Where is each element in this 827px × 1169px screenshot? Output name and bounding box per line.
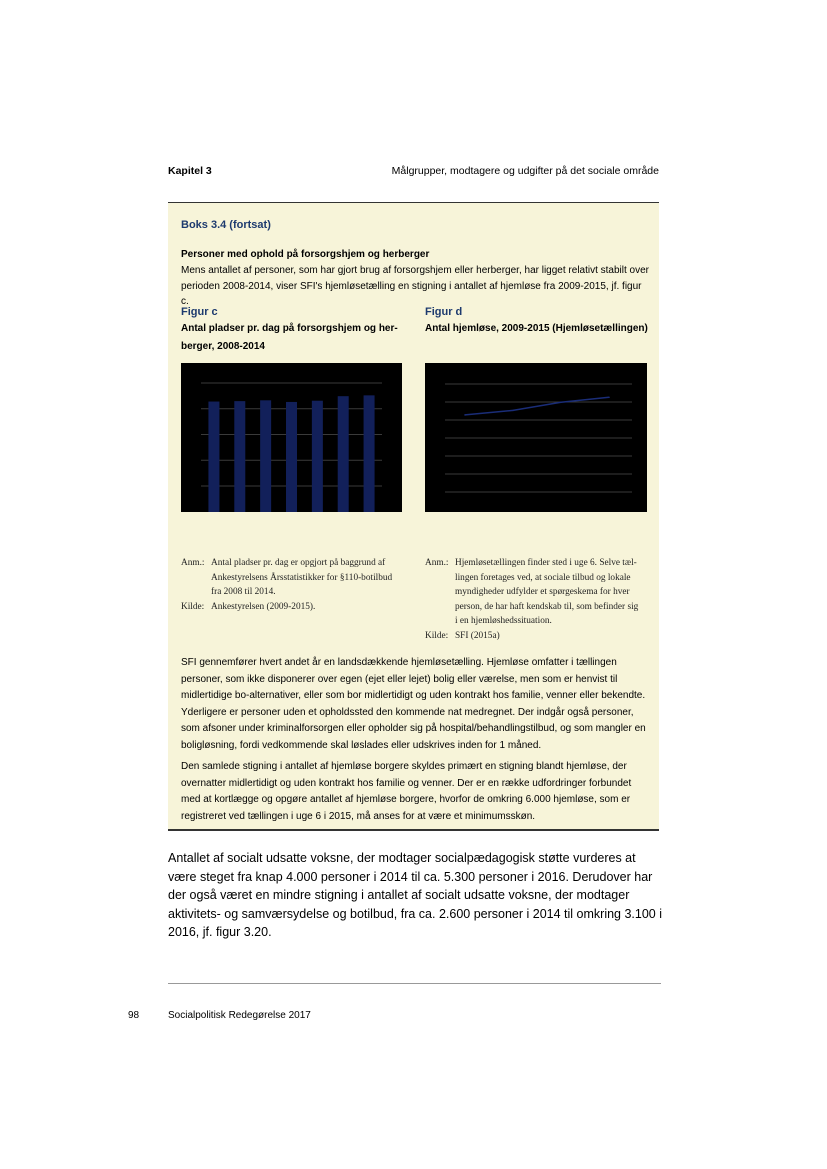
figure-d-line-chart <box>425 363 647 512</box>
box-bottom-divider <box>168 829 659 831</box>
note-key: Anm.: <box>425 558 449 568</box>
chapter-label: Kapitel 3 <box>168 165 212 177</box>
bar-2008 <box>208 402 219 512</box>
source-text: Ankestyrelsen (2009-2015). <box>211 601 316 612</box>
note-key: Anm.: <box>181 558 205 568</box>
footer-publication: Socialpolitisk Redegørelse 2017 <box>168 1010 311 1021</box>
figure-c-title-line: berger, 2008-2014 <box>181 340 265 352</box>
figure-d-label: Figur d <box>425 306 463 318</box>
bar-2012 <box>312 401 323 512</box>
point-2015 <box>608 396 610 398</box>
source-key: Kilde: <box>181 601 205 612</box>
bar-2014 <box>364 395 375 512</box>
figure-c-note <box>181 556 413 600</box>
section-title: Målgrupper, modtagere og udgifter på det sociale område <box>391 165 659 177</box>
bar-2011 <box>286 402 297 512</box>
note-text <box>455 556 638 629</box>
series-line <box>465 397 609 415</box>
main-paragraph: Antallet af socialt udsatte voksne, der modtager socialpædagogisk støtte vurderes at være steget fra knap 4.000 personer i 2014 til ca. 5.300 personer i 2016. Derudover har der også været en mindre stigning i antallet af socialt udsatte voksne, der modtager aktivitets- og samværsydelse og botilbud, fra ca. 2.600 personer i 2014 til omkring 3.100 i 2016, jf. figur 3.20. <box>168 851 663 939</box>
figure-c-notes <box>181 556 413 614</box>
box-paragraph-2: Den samlede stigning i antallet af hjemløse borgere skyldes primært en stigning blandt hjemløse, der overnatter midlertidigt og uden kontrakt hos familie og venner. Der er en række udfordringer forbundet med at kortlægge og opgøre antallet af hjemløse borgere, hvorfor de omkring 6.000 hjemløse, som er registreret ved tællingen i uge 6 i 2015, må anses for at være et minimumsskøn. <box>181 761 632 822</box>
bar-2010 <box>260 400 271 512</box>
point-2011 <box>512 410 514 412</box>
figure-d-source <box>425 629 657 644</box>
note-line: Hjemløsetællingen finder sted i uge 6. Selve tæl- <box>455 558 637 568</box>
figure-c-label: Figur c <box>181 306 218 318</box>
box-intro-paragraph: Mens antallet af personer, som har gjort brug af forsorgshjem eller herberger, har ligget relativt stabilt over perioden 2008-2014, viser SFI's hjemløsetælling en stigning i antallet af hjemløse fra 2009-2015, jf. figur c. <box>181 265 650 307</box>
note-line: myndigheder udfylder et spørgeskema for hver <box>455 587 630 597</box>
page-number: 98 <box>128 1010 140 1021</box>
figure-c-title <box>181 320 411 355</box>
note-line: i en hjemløshedssituation. <box>455 616 552 626</box>
figure-d-notes <box>425 556 657 643</box>
note-line: Ankestyrelsens Årsstatistikker for §110-botilbud <box>211 572 393 583</box>
footer-divider <box>168 983 661 984</box>
source-key: Kilde: <box>425 630 449 641</box>
note-text <box>211 556 392 600</box>
note-line: Antal pladser pr. dag er opgjort på baggrund af <box>211 558 386 568</box>
point-2009 <box>464 414 466 416</box>
figure-d-note <box>425 556 657 629</box>
box-paragraph-1: SFI gennemfører hvert andet år en landsdækkende hjemløsetælling. Hjemløse omfatter i tællingen personer, som ikke disponerer over egen (ejet eller lejet) bolig eller værelse, men som er henvist til midlertidige bo-alternativer, eller som bor midlertidigt og uden kontrakt hos familie, venner eller bekendte. Yderligere er personer uden et opholdssted den kommende nat medregnet. Der indgår også personer, som afsoner under kriminalforsorgen eller opholder sig på hospital/behandlingstilbud, og som mangler en boligløsning, fordi vedkommende skal løslades eller udskrives inden for 1 måned. <box>181 657 646 751</box>
point-2013 <box>560 401 562 403</box>
source-text: SFI (2015a) <box>455 630 500 641</box>
figure-d-title: Antal hjemløse, 2009-2015 (Hjemløsetællingen) <box>425 323 648 334</box>
box-title: Boks 3.4 (fortsat) <box>181 219 271 231</box>
box-section-title: Personer med ophold på forsorgshjem og herberger <box>181 249 430 260</box>
figure-c-title-line: Antal pladser pr. dag på forsorgshjem og her- <box>181 323 398 334</box>
note-line: lingen foretages ved, at sociale tilbud og lokale <box>455 572 631 583</box>
figure-c-source <box>181 600 413 615</box>
note-line: person, de har haft kendskab til, som befinder sig <box>455 601 639 612</box>
bar-2009 <box>234 401 245 512</box>
bar-2013 <box>338 396 349 512</box>
figure-c-bar-chart <box>181 363 402 512</box>
note-line: fra 2008 til 2014. <box>211 587 276 597</box>
